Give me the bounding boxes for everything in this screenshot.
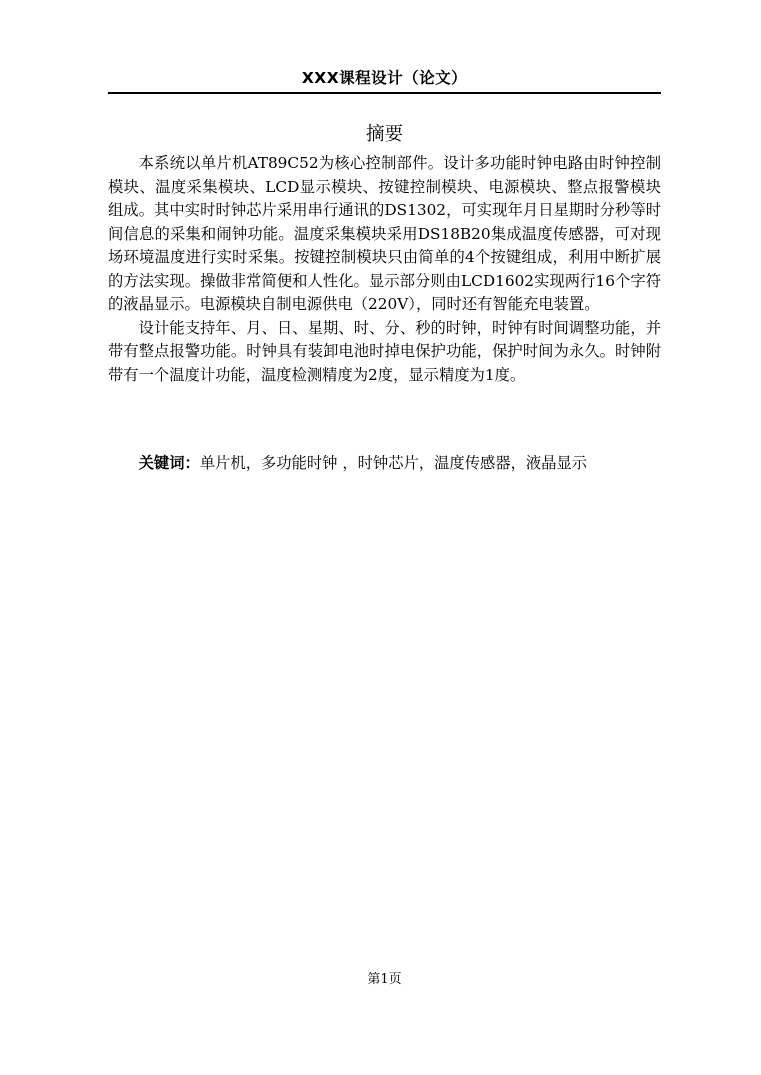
keywords-line (108, 452, 661, 476)
abstract-title: 摘要 (365, 124, 403, 145)
header-divider (108, 92, 661, 94)
abstract-paragraph: 设计能支持年、月、日、星期、时、分、秒的时钟，时钟有时间调整功能，并带有整点报警功能。时钟具有装卸电池时掉电保护功能，保护时间为永久。时钟附带有一个温度计功能，温度检测精度为2度，显示精度为1度。 (108, 318, 661, 384)
keywords-label: 关键词： (138, 454, 200, 472)
header-title: XXX课程设计（论文） (301, 69, 468, 87)
keywords-text: 单片机，多功能时钟 ，时钟芯片，温度传感器，液晶显示 (199, 454, 588, 472)
page-number: 第1页 (367, 972, 402, 987)
abstract-body (108, 152, 661, 387)
abstract-paragraph: 本系统以单片机AT89C52为核心控制部件。设计多功能时钟电路由时钟控制模块、温度采集模块、LCD显示模块、按键控制模块、电源模块、整点报警模块组成。其中实时时钟芯片采用串行通讯的DS1302，可实现年月日星期时分秒等时间信息的采集和闹钟功能。温度采集模块采用DS18B20集成温度传感器，可对现场环境温度进行实时采集。按键控制模块只由简单的4个按键组成，利用中断扩展的方法实现。操做非常简便和人性化。显示部分则由LCD1602实现两行16个字符的液晶显示。电源模块自制电源供电（220V），同时还有智能充电装置。 (108, 154, 661, 313)
